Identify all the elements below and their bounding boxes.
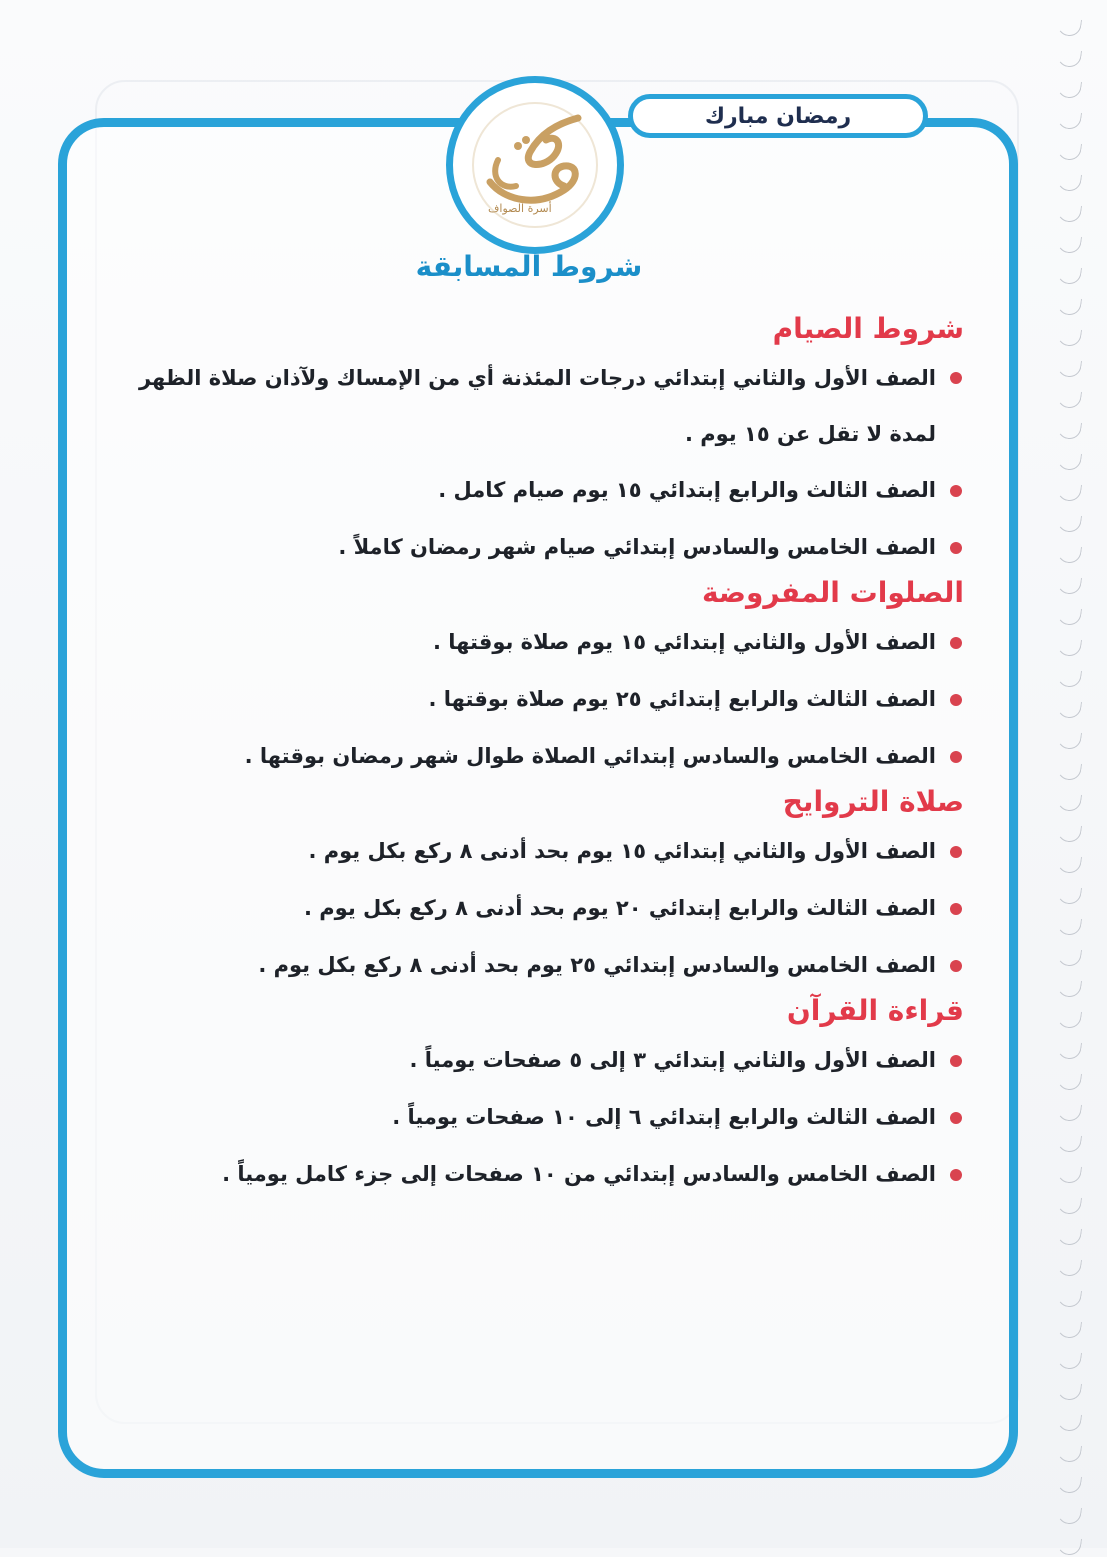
list-item: الصف الأول والثاني إبتدائي ١٥ يوم صلاة بوقتها . <box>112 614 964 671</box>
binding-hole <box>1056 1349 1082 1370</box>
binding-hole <box>1056 202 1082 223</box>
bullet-icon <box>950 694 962 706</box>
binding-hole <box>1056 1287 1082 1308</box>
binding-hole <box>1056 605 1082 626</box>
logo-subtext: أسرة الصواف <box>488 202 552 215</box>
list-item: الصف الخامس والسادس إبتدائي صيام شهر رمضان كاملاً . <box>112 519 964 576</box>
bullet-icon <box>950 846 962 858</box>
binding-hole <box>1056 326 1082 347</box>
section-title: قراءة القرآن <box>786 994 964 1027</box>
binding-hole <box>1056 1442 1082 1463</box>
binding-hole <box>1056 636 1082 657</box>
section-title: شروط الصيام <box>772 312 964 345</box>
bullet-icon <box>950 751 962 763</box>
binding-hole <box>1056 1008 1082 1029</box>
binding-hole <box>1056 171 1082 192</box>
family-logo <box>446 76 624 254</box>
binding-hole <box>1056 1256 1082 1277</box>
bullet-icon <box>950 903 962 915</box>
binding-hole <box>1056 16 1082 37</box>
binding-hole <box>1056 295 1082 316</box>
binding-hole <box>1056 884 1082 905</box>
list-item: الصف الأول والثاني إبتدائي ١٥ يوم بحد أدنى ٨ ركع بكل يوم . <box>112 823 964 880</box>
binding-hole <box>1056 1411 1082 1432</box>
binding-hole <box>1056 853 1082 874</box>
page-title: شروط المسابقة <box>415 250 643 283</box>
binding-hole <box>1056 512 1082 533</box>
binding-hole <box>1056 47 1082 68</box>
binding-hole <box>1056 760 1082 781</box>
binding-hole <box>1056 1380 1082 1401</box>
binding-hole <box>1056 791 1082 812</box>
bullet-icon <box>950 1169 962 1181</box>
section-prayers <box>112 572 964 785</box>
binding-hole <box>1056 1132 1082 1153</box>
binding-hole <box>1056 1101 1082 1122</box>
binding-hole <box>1056 1473 1082 1494</box>
binding-hole <box>1056 667 1082 688</box>
binding-hole <box>1056 1504 1082 1525</box>
binding-hole <box>1056 450 1082 471</box>
binding-hole <box>1056 1535 1082 1556</box>
binding-hole <box>1056 1318 1082 1339</box>
binding-hole <box>1056 109 1082 130</box>
list-item: الصف الثالث والرابع إبتدائي ٦ إلى ١٠ صفحات يومياً . <box>112 1089 964 1146</box>
binding-hole <box>1056 140 1082 161</box>
bullet-icon <box>950 637 962 649</box>
greeting-text: رمضان مبارك <box>704 103 852 129</box>
list-item: الصف الأول والثاني إبتدائي ٣ إلى ٥ صفحات يومياً . <box>112 1032 964 1089</box>
bullet-icon <box>950 372 962 384</box>
binding-hole <box>1056 481 1082 502</box>
binding-hole <box>1056 1225 1082 1246</box>
binding-hole <box>1056 915 1082 936</box>
list-item: الصف الخامس والسادس إبتدائي الصلاة طوال شهر رمضان بوقتها . <box>112 728 964 785</box>
section-quran <box>112 990 964 1203</box>
logo-calligraphy-icon <box>460 90 610 240</box>
bullet-icon <box>950 1055 962 1067</box>
section-taraweeh <box>112 781 964 994</box>
binding-hole <box>1056 264 1082 285</box>
binding-hole <box>1056 419 1082 440</box>
binding-hole <box>1056 1163 1082 1184</box>
binding-hole <box>1056 574 1082 595</box>
spiral-binding <box>1049 0 1089 1548</box>
binding-hole <box>1056 946 1082 967</box>
binding-hole <box>1056 977 1082 998</box>
list-item: الصف الثالث والرابع إبتدائي ٢٠ يوم بحد أدنى ٨ ركع بكل يوم . <box>112 880 964 937</box>
list-item: الصف الثالث والرابع إبتدائي ١٥ يوم صيام كامل . <box>112 462 964 519</box>
binding-hole <box>1056 1039 1082 1060</box>
section-title: صلاة التروايح <box>782 785 964 818</box>
list-item: الصف الخامس والسادس إبتدائي ٢٥ يوم بحد أدنى ٨ ركع بكل يوم . <box>112 937 964 994</box>
binding-hole <box>1056 1194 1082 1215</box>
bullet-icon <box>950 960 962 972</box>
binding-hole <box>1056 357 1082 378</box>
section-title: الصلوات المفروضة <box>701 576 964 609</box>
binding-hole <box>1056 543 1082 564</box>
binding-hole <box>1056 388 1082 409</box>
bullet-icon <box>950 485 962 497</box>
binding-hole <box>1056 698 1082 719</box>
bullet-icon <box>950 542 962 554</box>
binding-hole <box>1056 1070 1082 1091</box>
binding-hole <box>1056 729 1082 750</box>
list-item: الصف الخامس والسادس إبتدائي من ١٠ صفحات إلى جزء كامل يومياً . <box>112 1146 964 1203</box>
list-item: الصف الثالث والرابع إبتدائي ٢٥ يوم صلاة بوقتها . <box>112 671 964 728</box>
section-fasting <box>112 308 964 576</box>
binding-hole <box>1056 233 1082 254</box>
list-item: الصف الأول والثاني إبتدائي درجات المئذنة أي من الإمساك ولآذان صلاة الظهر لمدة لا تقل عن ١٥ يوم . <box>112 350 964 462</box>
binding-hole <box>1056 78 1082 99</box>
greeting-badge <box>628 94 928 138</box>
binding-hole <box>1056 822 1082 843</box>
bullet-icon <box>950 1112 962 1124</box>
conditions-content <box>112 308 964 1203</box>
